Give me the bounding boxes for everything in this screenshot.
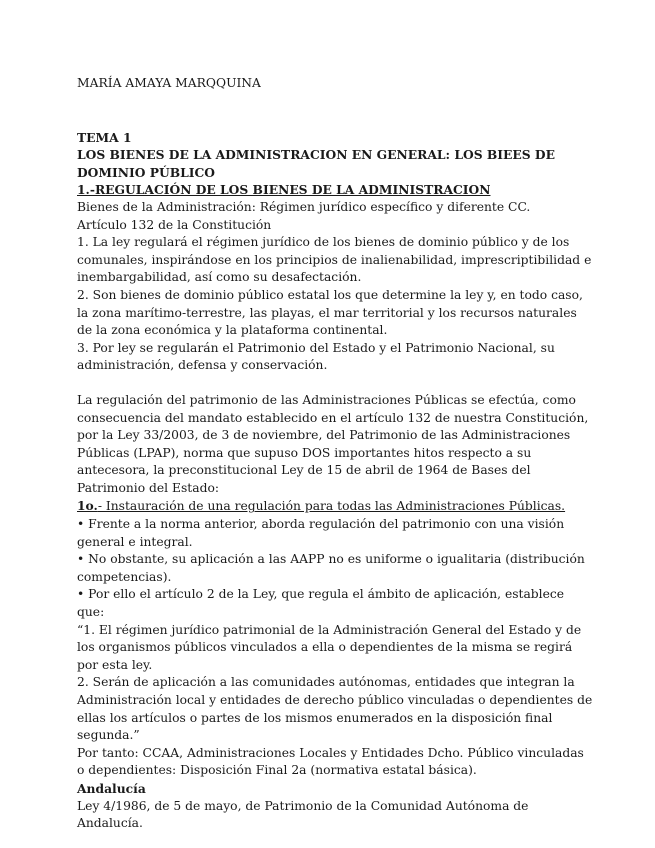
andalucia-heading: Andalucía — [77, 780, 146, 796]
andalucia-ley: Ley 4/1986, de 5 de mayo, de Patrimonio de la Comunidad Autónoma de Andalucía. — [77, 798, 529, 831]
hito-line — [77, 497, 595, 516]
bullet-item-3: • Por ello el artículo 2 de la Ley, que regula el ámbito de aplicación, establece que: — [77, 587, 565, 620]
bullet-item-2: • No obstante, su aplicación a las AAPP no es uniforme o igualitaria (distribución competencias). — [77, 552, 585, 584]
quote-item-1: “1. El régimen jurídico patrimonial de la Administración General del Estado y de los organismos públicos vinculados a ella o dependientes de la misma se regirá por esta ley. — [77, 622, 582, 672]
author-name: MARÍA AMAYA MARQQUINA — [77, 76, 261, 90]
tema-label: TEMA 1 — [77, 129, 132, 145]
paragraph-por-tanto: Por tanto: CCAA, Administraciones Locales y Entidades Dcho. Público vinculadas o dependientes: Disposición Final 2a (normativa estatal básica). — [77, 745, 584, 778]
hito-label: 1o. — [77, 498, 98, 514]
article-item-1: 1. La ley regulará el régimen jurídico de los bienes de dominio público y de los comunales, inspirándose en los principios de inalienabilidad, imprescriptibilidad e inembargabilidad, así como su desafectación. — [77, 235, 592, 285]
section-heading: 1.-REGULACIÓN DE LOS BIENES DE LA ADMINISTRACION — [77, 182, 491, 198]
paragraph-regulacion: La regulación del patrimonio de las Administraciones Públicas se efectúa, como consecuencia del mandato establecido en el artículo 132 de nuestra Constitución, por la Ley 33/2003, de 3 de noviembre, del Patrimonio de las Administraciones Públicas (LPAP), norma que supuso DOS importantes hitos respecto a su antecesora, la preconstitucional Ley de 15 de abril de 1964 de Bases del Patrimonio del Estado: — [77, 392, 589, 495]
article-item-2: 2. Son bienes de dominio público estatal los que determine la ley y, en todo caso, la zona marítimo-terrestre, las playas, el mar territorial y los recursos naturales de la zona económica y la plataforma continental. — [77, 287, 583, 338]
tema-title: LOS BIENES DE LA ADMINISTRACION EN GENERAL: LOS BIEES DE DOMINIO PÚBLICO — [77, 147, 555, 180]
paragraph-articulo: Artículo 132 de la Constitución — [77, 217, 272, 232]
hito-text: - Instauración de una regulación para todas las Administraciones Públicas. — [97, 499, 566, 514]
paragraph-bienes: Bienes de la Administración: Régimen jurídico específico y diferente CC. — [77, 199, 531, 214]
spacer — [77, 375, 595, 392]
bullet-item-1: • Frente a la norma anterior, aborda regulación del patrimonio con una visión general e integral. — [77, 517, 565, 549]
quote-item-2: 2. Serán de aplicación a las comunidades autónomas, entidades que integran la Administración local y entidades de derecho público vinculadas o dependientes de ellas los artículos o partes de los mismos enumerados en la disposición final segunda.” — [77, 675, 593, 743]
article-item-3: 3. Por ley se regularán el Patrimonio del Estado y el Patrimonio Nacional, su administración, defensa y conservación. — [77, 340, 555, 373]
